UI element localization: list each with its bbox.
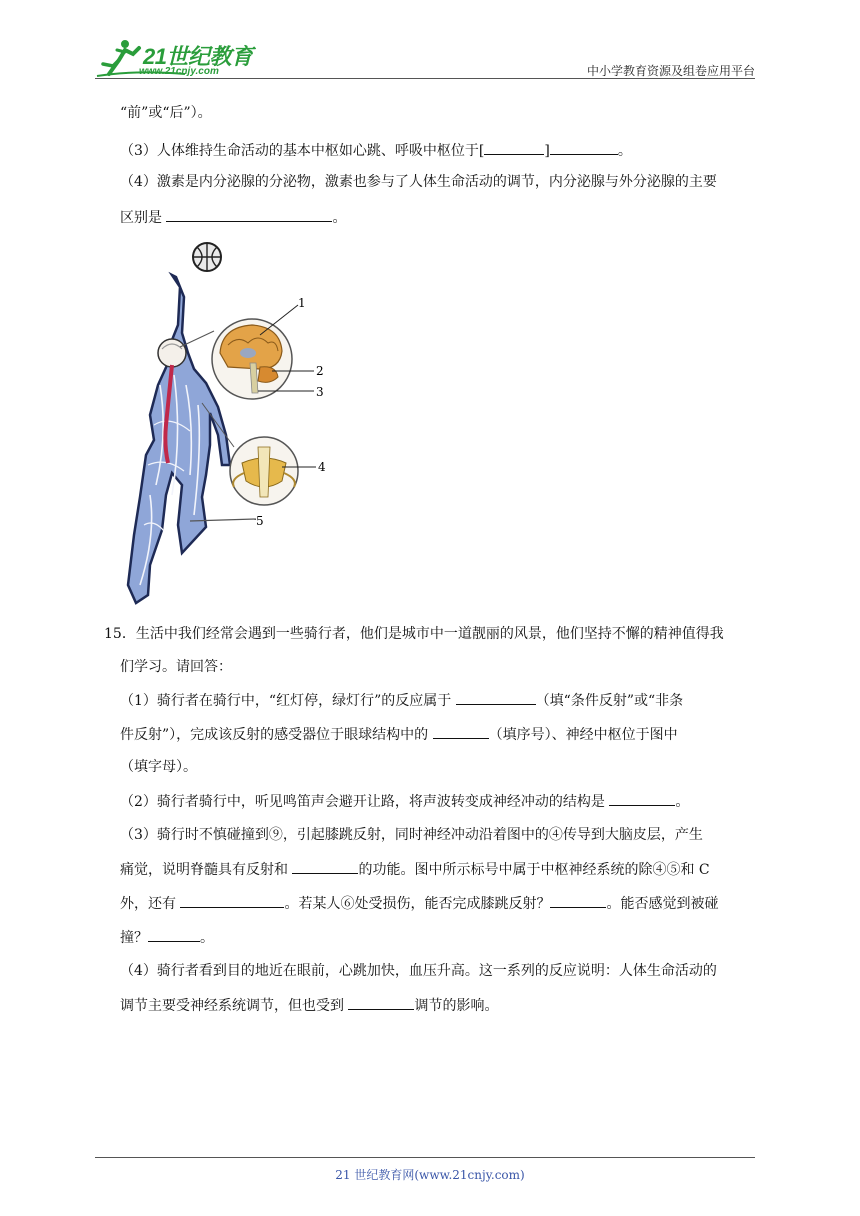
q14-part3: （3）人体维持生命活动的基本中枢如心跳、呼吸中枢位于[ ] 。	[120, 140, 632, 161]
q15-blank-1b[interactable]	[433, 724, 489, 739]
q15-stem-line2: 们学习。请回答：	[120, 659, 232, 675]
q14-blank-3b[interactable]	[550, 140, 618, 155]
q15-part1-line3: （填字母）。	[120, 759, 197, 775]
q15-part1-line1: （1）骑行者在骑行中，“红灯停，绿灯行”的反应属于 （填“条件反射”或“非条	[120, 690, 683, 711]
q15-blank-3b[interactable]	[180, 893, 284, 908]
logo-url: www.21cnjy.com	[139, 66, 219, 77]
q15-blank-2[interactable]	[609, 791, 675, 806]
q15-part3-line2: 痛觉，说明脊髓具有反射和 的功能。图中所示标号中属于中枢神经系统的除④⑤和 C	[120, 859, 710, 880]
logo-text: 21世纪教育	[143, 44, 253, 69]
nervous-system-figure	[110, 235, 340, 610]
figure-label-1: 1	[298, 296, 306, 310]
figure-label-3: 3	[316, 385, 324, 399]
footer-divider	[95, 1157, 755, 1158]
q14-blank-4[interactable]	[166, 207, 332, 222]
q15-part4-line1: （4）骑行者看到目的地近在眼前，心跳加快，血压升高。这一系列的反应说明：人体生命活动的	[120, 963, 717, 979]
human-body-silhouette	[128, 275, 230, 603]
q14-part4-line2: 区别是 。	[120, 207, 346, 228]
q15-part3-line3: 外，还有 。若某人⑥处受损伤，能否完成膝跳反射？ 。能否感觉到被碰	[120, 893, 718, 914]
q15-part1-line2: 件反射”），完成该反射的感受器位于眼球结构中的 （填序号）、神经中枢位于图中	[120, 724, 678, 745]
page-footer: 21 世纪教育网(www.21cnjy.com)	[335, 1168, 525, 1182]
q14-line-cont: “前”或“后”）。	[120, 105, 212, 121]
q14-part4-line1: （4）激素是内分泌腺的分泌物，激素也参与了人体生命活动的调节，内分泌腺与外分泌腺的主要	[120, 174, 717, 190]
q15-part3-line1: （3）骑行时不慎碰撞到⑨，引起膝跳反射，同时神经冲动沿着图中的④传导到大脑皮层，产生	[120, 827, 703, 843]
header-platform-text: 中小学教育资源及组卷应用平台	[586, 64, 755, 78]
page-header	[95, 36, 755, 80]
q15-stem-line1: 15．生活中我们经常会遇到一些骑行者，他们是城市中一道靓丽的风景，他们坚持不懈的精神值得我	[104, 626, 724, 642]
q15-blank-3a[interactable]	[292, 859, 358, 874]
q15-part2: （2）骑行者骑行中，听见鸣笛声会避开让路，将声波转变成神经冲动的结构是 。	[120, 791, 689, 812]
q15-blank-3d[interactable]	[148, 927, 200, 942]
q15-blank-3c[interactable]	[550, 893, 606, 908]
q15-blank-1a[interactable]	[456, 690, 536, 705]
q14-blank-3a[interactable]	[484, 140, 544, 155]
brain-inset-icon	[212, 319, 292, 399]
head-brain-icon	[158, 339, 186, 367]
figure-label-4: 4	[318, 460, 326, 474]
q15-part4-line2: 调节主要受神经系统调节，但也受到 调节的影响。	[120, 995, 498, 1016]
q15-blank-4[interactable]	[348, 995, 414, 1010]
figure-label-5: 5	[256, 514, 264, 528]
basketball-icon	[193, 243, 221, 271]
header-divider	[95, 78, 755, 79]
spinal-cord-inset-icon	[230, 437, 298, 505]
figure-label-2: 2	[316, 364, 324, 378]
q15-part3-line4: 撞？ 。	[120, 927, 214, 948]
